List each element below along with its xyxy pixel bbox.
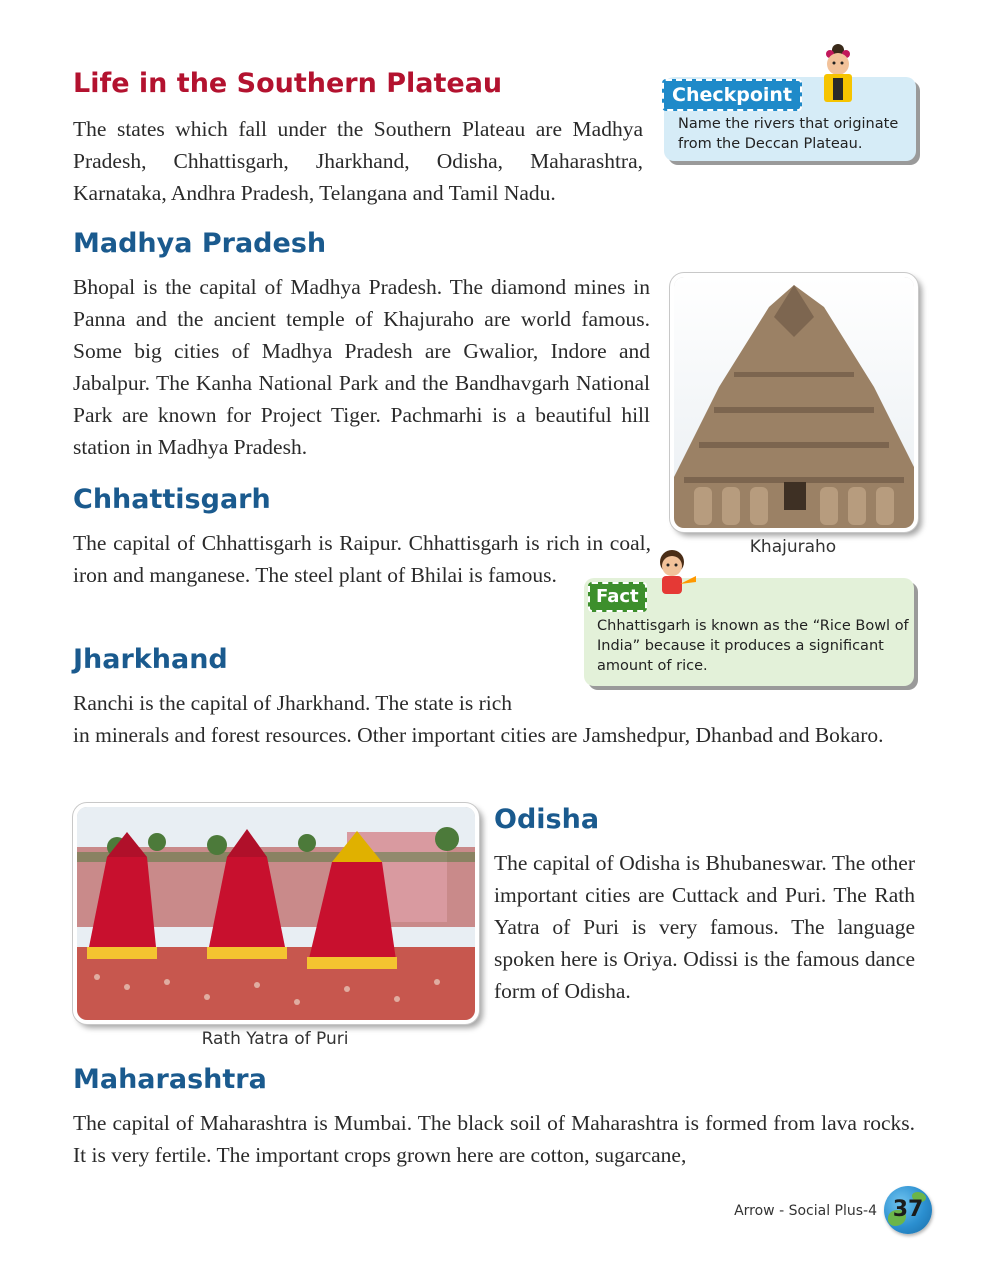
page-number: 37: [892, 1197, 924, 1222]
section-heading-odisha: Odisha: [494, 804, 600, 835]
paragraph-jharkhand-rest: in minerals and forest resources. Other important cities are Jamshedpur, Dhanbad and Bokaro.: [73, 723, 884, 747]
section-heading-chhattisgarh: Chhattisgarh: [73, 484, 271, 515]
khajuraho-photo: [670, 273, 918, 532]
section-heading-southern-plateau: Life in the Southern Plateau: [73, 68, 503, 99]
paragraph-odisha: The capital of Odisha is Bhubaneswar. The other important cities are Cuttack and Puri. The Rath Yatra of Puri is very famous. The language spoken here is Oriya. Odissi is the famous dance form of Odisha.: [494, 851, 915, 1003]
rath-yatra-photo: [73, 803, 479, 1024]
paragraph-southern-plateau: The states which fall under the Southern Plateau are Madhya Pradesh, Chhattisgarh, Jharkhand, Odisha, Maharashtra, Karnataka, Andhra Pradesh, Telangana and Tamil Nadu.: [73, 117, 643, 205]
boy-mascot-icon: [816, 42, 860, 104]
section-heading-jharkhand: Jharkhand: [73, 644, 228, 675]
paragraph-jharkhand-line1: Ranchi is the capital of Jharkhand. The state is rich: [73, 691, 513, 715]
paragraph-madhya-pradesh: Bhopal is the capital of Madhya Pradesh. The diamond mines in Panna and the ancient temple of Khajuraho are world famous. Some big cities of Madhya Pradesh are Gwalior, Indore and Jabalpur. The Kanha National Park and the Bandhavgarh National Park are known for Project Tiger. Pachmarhi is a beautiful hill station in Madhya Pradesh.: [73, 275, 650, 459]
paragraph-chhattisgarh-line1: The capital of Chhattisgarh is Raipur. Chhattisgarh is rich in coal, iron and manganese. The steel plant of Bhilai is famous.: [73, 531, 651, 587]
fact-tag: Fact: [588, 582, 647, 612]
checkpoint-text: Name the rivers that originate from the Deccan Plateau.: [678, 116, 899, 152]
girl-mascot-icon: [650, 546, 698, 602]
checkpoint-tag: Checkpoint: [662, 79, 802, 111]
rath-yatra-caption: Rath Yatra of Puri: [201, 1029, 349, 1049]
footer-book-title: Arrow - Social Plus-4: [734, 1203, 877, 1219]
section-heading-maharashtra: Maharashtra: [73, 1064, 267, 1095]
paragraph-maharashtra: The capital of Maharashtra is Mumbai. The black soil of Maharashtra is formed from lava rocks. It is very fertile. The important crops grown here are cotton, sugarcane,: [73, 1111, 915, 1167]
section-heading-madhya-pradesh: Madhya Pradesh: [73, 228, 327, 259]
khajuraho-caption: Khajuraho: [749, 537, 837, 557]
fact-text: Chhattisgarh is known as the “Rice Bowl of India” because it produces a significant amount of rice.: [597, 618, 909, 674]
